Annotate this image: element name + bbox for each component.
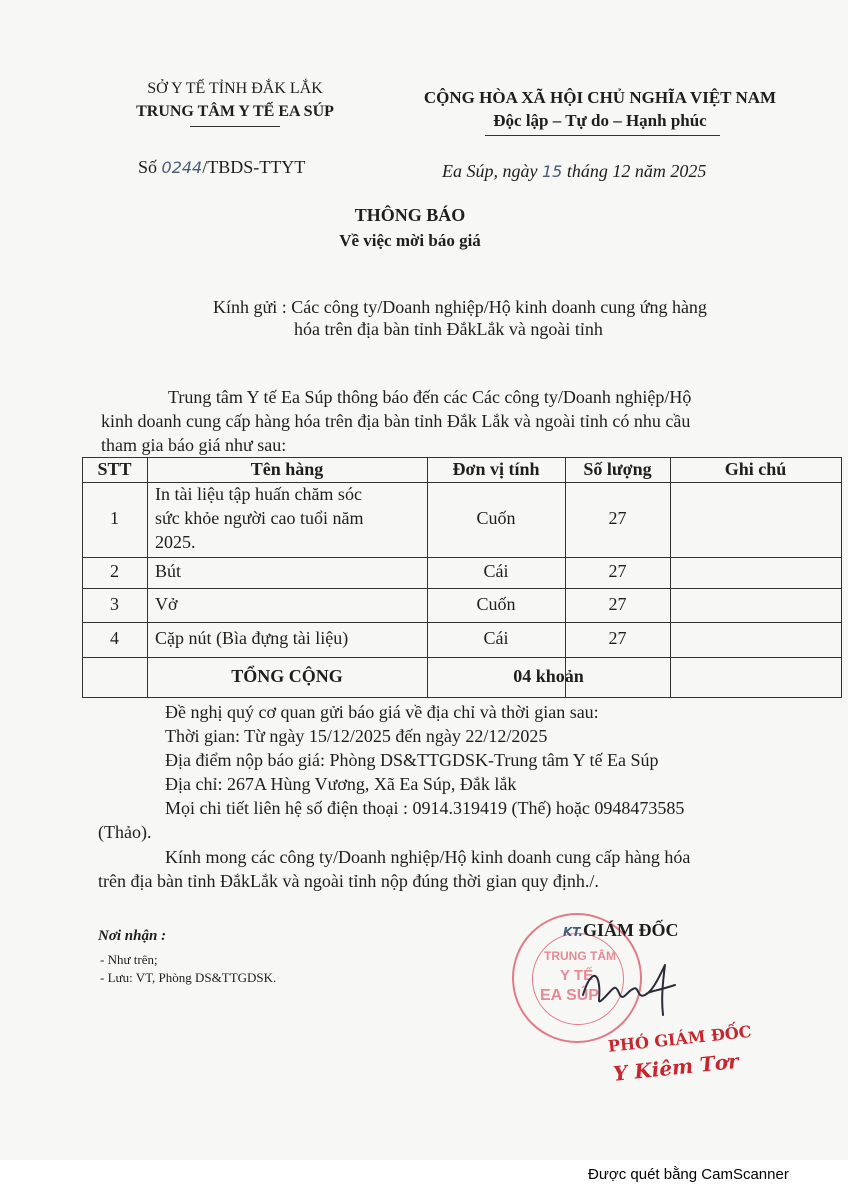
row-4-qty: 27 bbox=[608, 628, 627, 648]
on-behalf-mark: KT. bbox=[563, 925, 584, 939]
closing-line-1: Kính mong các công ty/Doanh nghiệp/Hộ kinh doanh cung cấp hàng hóa bbox=[165, 847, 691, 867]
date-month: 12 bbox=[612, 161, 631, 181]
doc-no-prefix: Số bbox=[138, 157, 158, 177]
row-1-qty: 27 bbox=[608, 508, 627, 528]
closing-line-2: trên địa bàn tỉnh ĐắkLắk và ngoài tỉnh nộp đúng thời gian quy định./. bbox=[98, 871, 599, 891]
recipient-line-1: Kính gửi : Các công ty/Doanh nghiệp/Hộ kinh doanh cung ứng hàng bbox=[213, 297, 707, 317]
table-rule bbox=[82, 588, 842, 589]
intro-line-1: Trung tâm Y tế Ea Súp thông báo đến các Các công ty/Doanh nghiệp/Hộ bbox=[168, 387, 692, 407]
row-2-name: Bút bbox=[155, 561, 182, 581]
doc-no-handwritten: 0244 bbox=[161, 158, 203, 177]
document-number bbox=[138, 157, 305, 178]
document-date bbox=[442, 161, 706, 182]
receiver-item: - Như trên; bbox=[100, 952, 158, 967]
document-title: THÔNG BÁO bbox=[354, 205, 466, 225]
header-quantity: Số lượng bbox=[583, 459, 652, 479]
handwritten-signature bbox=[575, 955, 685, 1025]
header-item-name: Tên hàng bbox=[250, 459, 324, 479]
signature-title bbox=[563, 920, 679, 941]
date-day: 15 bbox=[541, 162, 563, 181]
contact-line-1: Mọi chi tiết liên hệ số điện thoại : 0914.319419 (Thế) hoặc 0948473585 bbox=[165, 798, 685, 818]
contact-line-2: (Thảo). bbox=[98, 822, 152, 842]
table-rule bbox=[82, 622, 842, 623]
recipient-line-2: hóa trên địa bàn tỉnh ĐắkLắk và ngoài tỉnh bbox=[294, 319, 603, 339]
table-rule bbox=[147, 457, 148, 698]
date-month-label: tháng bbox=[566, 161, 608, 181]
row-4-unit: Cái bbox=[483, 628, 509, 648]
unit-underline bbox=[190, 126, 280, 127]
receivers-label: Nơi nhận : bbox=[98, 928, 167, 944]
request-line: Đề nghị quý cơ quan gửi báo giá về địa chỉ và thời gian sau: bbox=[165, 702, 599, 722]
director-title: GIÁM ĐỐC bbox=[583, 920, 679, 940]
receiver-item: - Lưu: VT, Phòng DS&TTGDSK. bbox=[100, 970, 277, 985]
table-rule bbox=[82, 697, 842, 698]
header-unit: Đơn vị tính bbox=[452, 459, 540, 479]
scanner-watermark: Được quét bằng CamScanner bbox=[588, 1166, 789, 1183]
row-4-stt: 4 bbox=[110, 628, 119, 648]
deputy-director-title: PHÓ GIÁM ĐỐC bbox=[607, 1021, 753, 1056]
table-rule bbox=[670, 457, 671, 698]
table-rule bbox=[841, 457, 842, 698]
intro-line-3: tham gia báo giá như sau: bbox=[101, 435, 287, 455]
date-place: Ea Súp, ngày bbox=[442, 161, 538, 181]
quotation-table bbox=[82, 457, 842, 698]
table-rule bbox=[82, 557, 842, 558]
row-2-unit: Cái bbox=[483, 561, 509, 581]
table-rule bbox=[82, 657, 842, 658]
header-stt: STT bbox=[97, 459, 132, 479]
seal-text-line-1: TRUNG TÂM bbox=[544, 949, 616, 963]
address-line: Địa chỉ: 267A Hùng Vương, Xã Ea Súp, Đắk lắk bbox=[165, 774, 517, 794]
seal-text-line-2: Y TẾ bbox=[560, 967, 594, 984]
signer-name: Y Kiêm Tơr bbox=[612, 1048, 740, 1086]
table-rule bbox=[82, 482, 842, 483]
row-3-stt: 3 bbox=[110, 594, 119, 614]
motto-underline bbox=[485, 135, 720, 136]
seal-text-line-3: EA SÚP bbox=[540, 987, 599, 1004]
place-line: Địa điểm nộp báo giá: Phòng DS&TTGDSK-Trung tâm Y tế Ea Súp bbox=[165, 750, 659, 770]
motto: Độc lập – Tự do – Hạnh phúc bbox=[493, 111, 707, 130]
row-1-name-line-2: sức khỏe người cao tuổi năm bbox=[155, 508, 364, 528]
row-3-unit: Cuốn bbox=[476, 594, 516, 614]
row-4-name: Cặp nút (Bìa đựng tài liệu) bbox=[155, 628, 349, 648]
nation-name: CỘNG HÒA XÃ HỘI CHỦ NGHĨA VIỆT NAM bbox=[423, 88, 777, 107]
time-line: Thời gian: Từ ngày 15/12/2025 đến ngày 22/12/2025 bbox=[165, 726, 548, 746]
table-rule bbox=[82, 457, 842, 458]
row-1-name-line-3: 2025. bbox=[155, 532, 196, 552]
header-note: Ghi chú bbox=[724, 459, 787, 479]
row-1-stt: 1 bbox=[110, 508, 119, 528]
agency-name: SỞ Y TẾ TỈNH ĐẮK LẮK bbox=[147, 80, 323, 97]
row-2-qty: 27 bbox=[608, 561, 627, 581]
row-1-name-line-1: In tài liệu tập huấn chăm sóc bbox=[155, 484, 362, 504]
date-year: năm 2025 bbox=[634, 161, 707, 181]
total-value: 04 khoản bbox=[513, 666, 584, 686]
document-subtitle: Về việc mời báo giá bbox=[339, 231, 481, 250]
row-1-unit: Cuốn bbox=[476, 508, 516, 528]
unit-name: TRUNG TÂM Y TẾ EA SÚP bbox=[136, 103, 334, 120]
row-3-qty: 27 bbox=[608, 594, 627, 614]
row-2-stt: 2 bbox=[110, 561, 119, 581]
doc-no-suffix: /TBDS-TTYT bbox=[202, 157, 306, 177]
total-label: TỔNG CỘNG bbox=[231, 666, 343, 686]
intro-line-2: kinh doanh cung cấp hàng hóa trên địa bàn tỉnh Đắk Lắk và ngoài tỉnh có nhu cầu bbox=[101, 411, 691, 431]
row-3-name: Vở bbox=[155, 594, 178, 614]
